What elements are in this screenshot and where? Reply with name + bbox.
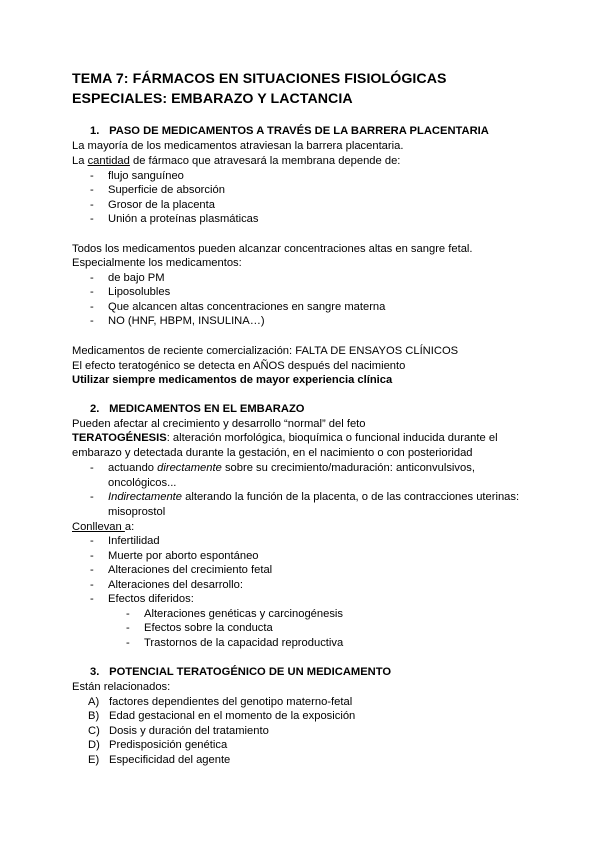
bullet-dash: - [90, 286, 94, 298]
mech1-italic: directamente [157, 462, 222, 474]
bullet-dash: - [90, 272, 94, 284]
teratogenesis-term: TERATOGÉNESIS [72, 432, 167, 444]
list-letter: A) [88, 696, 100, 708]
section3-number: 3. [90, 666, 100, 678]
bullet-dash: - [90, 315, 94, 327]
bullet-dash: - [90, 301, 94, 313]
intro2-prefix: La [72, 155, 88, 167]
section2-heading [90, 403, 305, 415]
section1-number: 1. [90, 125, 100, 137]
list-item-text: Efectos diferidos: [108, 593, 194, 605]
section1-para5: El efecto teratogénico se detecta en AÑOS después del nacimiento [72, 360, 406, 372]
teratogenesis-def: : alteración morfológica, bioquímica o funcional inducida durante el embarazo y detectada durante la gestación, en el nacimiento o con posterioridad [72, 432, 498, 459]
list-item-text: Predisposición genética [109, 739, 228, 751]
section1-para3: Especialmente los medicamentos: [72, 257, 242, 269]
list-item-text: Alteraciones del desarrollo: [108, 579, 243, 591]
section3-title: POTENCIAL TERATOGÉNICO DE UN MEDICAMENTO [109, 666, 392, 678]
list-item-text: Grosor de la placenta [108, 199, 215, 211]
section1-heading [90, 125, 489, 137]
section1-para4: Medicamentos de reciente comercialización: FALTA DE ENSAYOS CLÍNICOS [72, 345, 459, 357]
section1-para2: Todos los medicamentos pueden alcanzar concentraciones altas en sangre fetal. [72, 243, 473, 255]
section2-number: 2. [90, 403, 100, 415]
list-item-text: Especificidad del agente [109, 754, 231, 766]
list-item-text: Edad gestacional en el momento de la exposición [109, 710, 356, 722]
list-item-text [108, 490, 520, 520]
bullet-dash: - [90, 564, 94, 576]
document-title: TEMA 7: FÁRMACOS EN SITUACIONES FISIOLÓGICAS ESPECIALES: EMBARAZO Y LACTANCIA [72, 71, 447, 107]
section3-heading [90, 666, 391, 678]
list-item-text: Alteraciones genéticas y carcinogénesis [144, 608, 343, 620]
list-item-text [108, 461, 518, 491]
bullet-dash: - [90, 491, 94, 503]
mech1-suffix: sobre su crecimiento/maduración: anticonvulsivos, oncológicos... [108, 462, 475, 489]
bullet-dash: - [126, 637, 130, 649]
list-letter: D) [88, 739, 100, 751]
conllevan-label [72, 520, 134, 534]
bullet-dash: - [90, 579, 94, 591]
bullet-dash: - [90, 213, 94, 225]
list-letter: C) [88, 725, 100, 737]
section1-intro2 [72, 154, 400, 168]
section2-intro: Pueden afectar al crecimiento y desarrollo “normal” del feto [72, 418, 366, 430]
mech1-prefix: actuando [108, 462, 158, 474]
conllevan-suffix: a: [124, 521, 135, 533]
list-item-text: de bajo PM [108, 272, 165, 284]
mech2-suffix: alterando la función de la placenta, o de las contracciones uterinas: misoprostol [108, 491, 520, 518]
list-item-text: Dosis y duración del tratamiento [109, 725, 269, 737]
bullet-dash: - [90, 593, 94, 605]
list-item-text: factores dependientes del genotipo materno-fetal [109, 696, 353, 708]
list-item-text: Liposolubles [108, 286, 171, 298]
list-letter: B) [88, 710, 100, 722]
bullet-dash: - [90, 550, 94, 562]
list-item-text: Muerte por aborto espontáneo [108, 550, 259, 562]
intro2-underlined: cantidad [87, 155, 130, 167]
bullet-dash: - [90, 199, 94, 211]
bullet-dash: - [126, 608, 130, 620]
bullet-dash: - [126, 622, 130, 634]
teratogenesis-definition [72, 431, 532, 461]
list-item-text: Superficie de absorción [108, 184, 225, 196]
list-item-text: NO (HNF, HBPM, INSULINA…) [108, 315, 265, 327]
list-item-text: Unión a proteínas plasmáticas [108, 213, 259, 225]
bullet-dash: - [90, 170, 94, 182]
list-item-text: Trastornos de la capacidad reproductiva [144, 637, 344, 649]
list-item-text: Alteraciones del crecimiento fetal [108, 564, 273, 576]
conllevan-underlined: Conllevan [72, 521, 125, 533]
section1-title: PASO DE MEDICAMENTOS A TRAVÉS DE LA BARRERA PLACENTARIA [109, 125, 489, 137]
bullet-dash: - [90, 462, 94, 474]
section1-para6: Utilizar siempre medicamentos de mayor experiencia clínica [72, 374, 393, 386]
section2-title: MEDICAMENTOS EN EL EMBARAZO [109, 403, 305, 415]
section1-intro1: La mayoría de los medicamentos atraviesan la barrera placentaria. [72, 140, 404, 152]
list-letter: E) [88, 754, 100, 766]
bullet-dash: - [90, 535, 94, 547]
section3-intro: Están relacionados: [72, 681, 171, 693]
mech2-italic: Indirectamente [108, 491, 183, 503]
intro2-suffix: de fármaco que atravesará la membrana depende de: [129, 155, 401, 167]
list-item-text: Efectos sobre la conducta [144, 622, 273, 634]
bullet-dash: - [90, 184, 94, 196]
list-item-text: Infertilidad [108, 535, 160, 547]
list-item-text: flujo sanguíneo [108, 170, 184, 182]
list-item-text: Que alcancen altas concentraciones en sangre materna [108, 301, 386, 313]
